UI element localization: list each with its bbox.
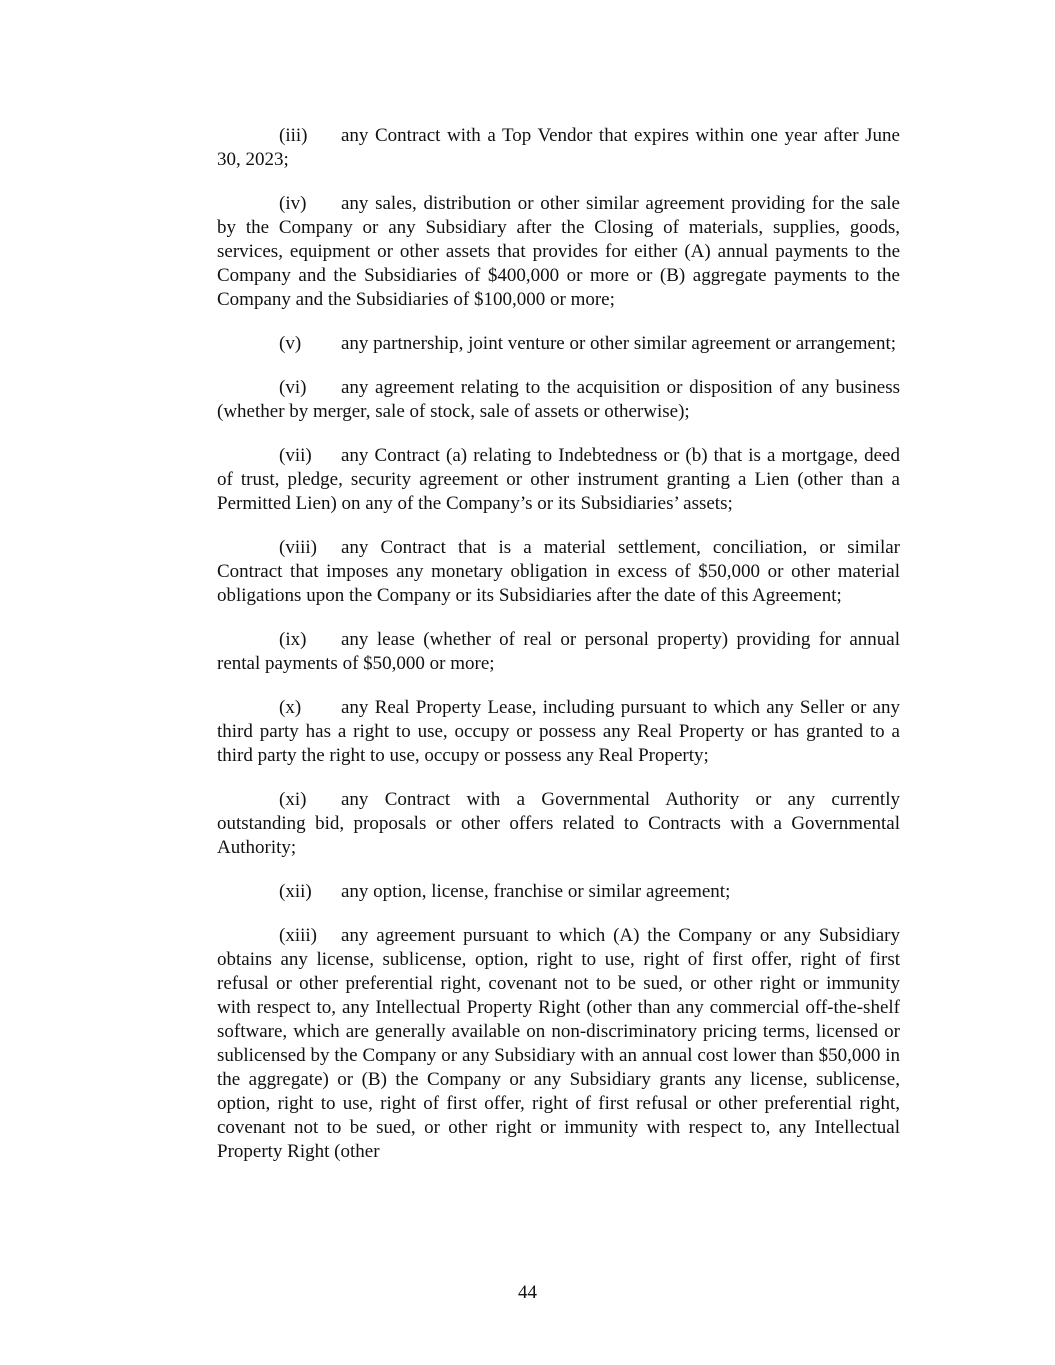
clause-number: (viii)	[279, 537, 317, 558]
clause-vii	[217, 444, 900, 516]
clause-x	[217, 696, 900, 768]
clause-v	[217, 332, 900, 356]
clause-viii	[217, 536, 900, 608]
clause-text: any agreement pursuant to which (A) the Company or any Subsidiary obtains any license, sublicense, option, right to use, right of first offer, right of first refusal or other preferential right, covenant not to be sued, or other right or immunity with respect to, any Intellectual Property Right (other than any commercial off-the-shelf software, which are generally available on non-discriminatory pricing terms, licensed or sublicensed by the Company or any Subsidiary with an annual cost lower than $50,000 in the aggregate) or (B) the Company or any Subsidiary grants any license, sublicense, option, right to use, right of first offer, right of first refusal or other preferential right, covenant not to be sued, or other right or immunity with respect to, any Intellectual Property Right (other	[217, 925, 900, 1162]
clause-iii	[217, 124, 900, 172]
clause-xi	[217, 788, 900, 860]
clause-text: any Contract that is a material settlement, conciliation, or similar Contract that imposes any monetary obligation in excess of $50,000 or other material obligations upon the Company or its Subsidiaries after the date of this Agreement;	[217, 537, 900, 606]
page-number: 44	[518, 1282, 537, 1303]
clause-number: (vi)	[279, 377, 307, 398]
clause-text: any partnership, joint venture or other similar agreement or arrangement;	[341, 333, 897, 354]
clause-text: any Contract with a Governmental Authority or any currently outstanding bid, proposals or other offers related to Contracts with a Governmental Authority;	[217, 789, 900, 858]
clause-number: (xii)	[279, 881, 312, 902]
clause-number: (xi)	[279, 789, 307, 810]
clause-number: (iv)	[279, 193, 307, 214]
clause-number: (v)	[279, 333, 302, 354]
document-body	[217, 124, 900, 1184]
clause-text: any agreement relating to the acquisition or disposition of any business (whether by merger, sale of stock, sale of assets or otherwise);	[217, 377, 900, 422]
clause-text: any sales, distribution or other similar agreement providing for the sale by the Company or any Subsidiary after the Closing of materials, supplies, goods, services, equipment or other assets that provides for either (A) annual payments to the Company and the Subsidiaries of $400,000 or more or (B) aggregate payments to the Company and the Subsidiaries of $100,000 or more;	[217, 193, 900, 310]
clause-number: (vii)	[279, 445, 312, 466]
clause-number: (x)	[279, 697, 302, 718]
clause-ix	[217, 628, 900, 676]
clause-iv	[217, 192, 900, 312]
clause-number: (iii)	[279, 125, 308, 146]
clause-text: any lease (whether of real or personal property) providing for annual rental payments of $50,000 or more;	[217, 629, 900, 674]
clause-text: any Contract (a) relating to Indebtedness or (b) that is a mortgage, deed of trust, pledge, security agreement or other instrument granting a Lien (other than a Permitted Lien) on any of the Company’s or its Subsidiaries’ assets;	[217, 445, 900, 514]
clause-text: any Real Property Lease, including pursuant to which any Seller or any third party has a right to use, occupy or possess any Real Property or has granted to a third party the right to use, occupy or possess any Real Property;	[217, 697, 900, 766]
clause-number: (ix)	[279, 629, 307, 650]
clause-xii	[217, 880, 900, 904]
clause-xiii	[217, 924, 900, 1164]
clause-text: any Contract with a Top Vendor that expires within one year after June 30, 2023;	[217, 125, 900, 170]
clause-number: (xiii)	[279, 925, 317, 946]
clause-text: any option, license, franchise or similar agreement;	[341, 881, 731, 902]
clause-vi	[217, 376, 900, 424]
